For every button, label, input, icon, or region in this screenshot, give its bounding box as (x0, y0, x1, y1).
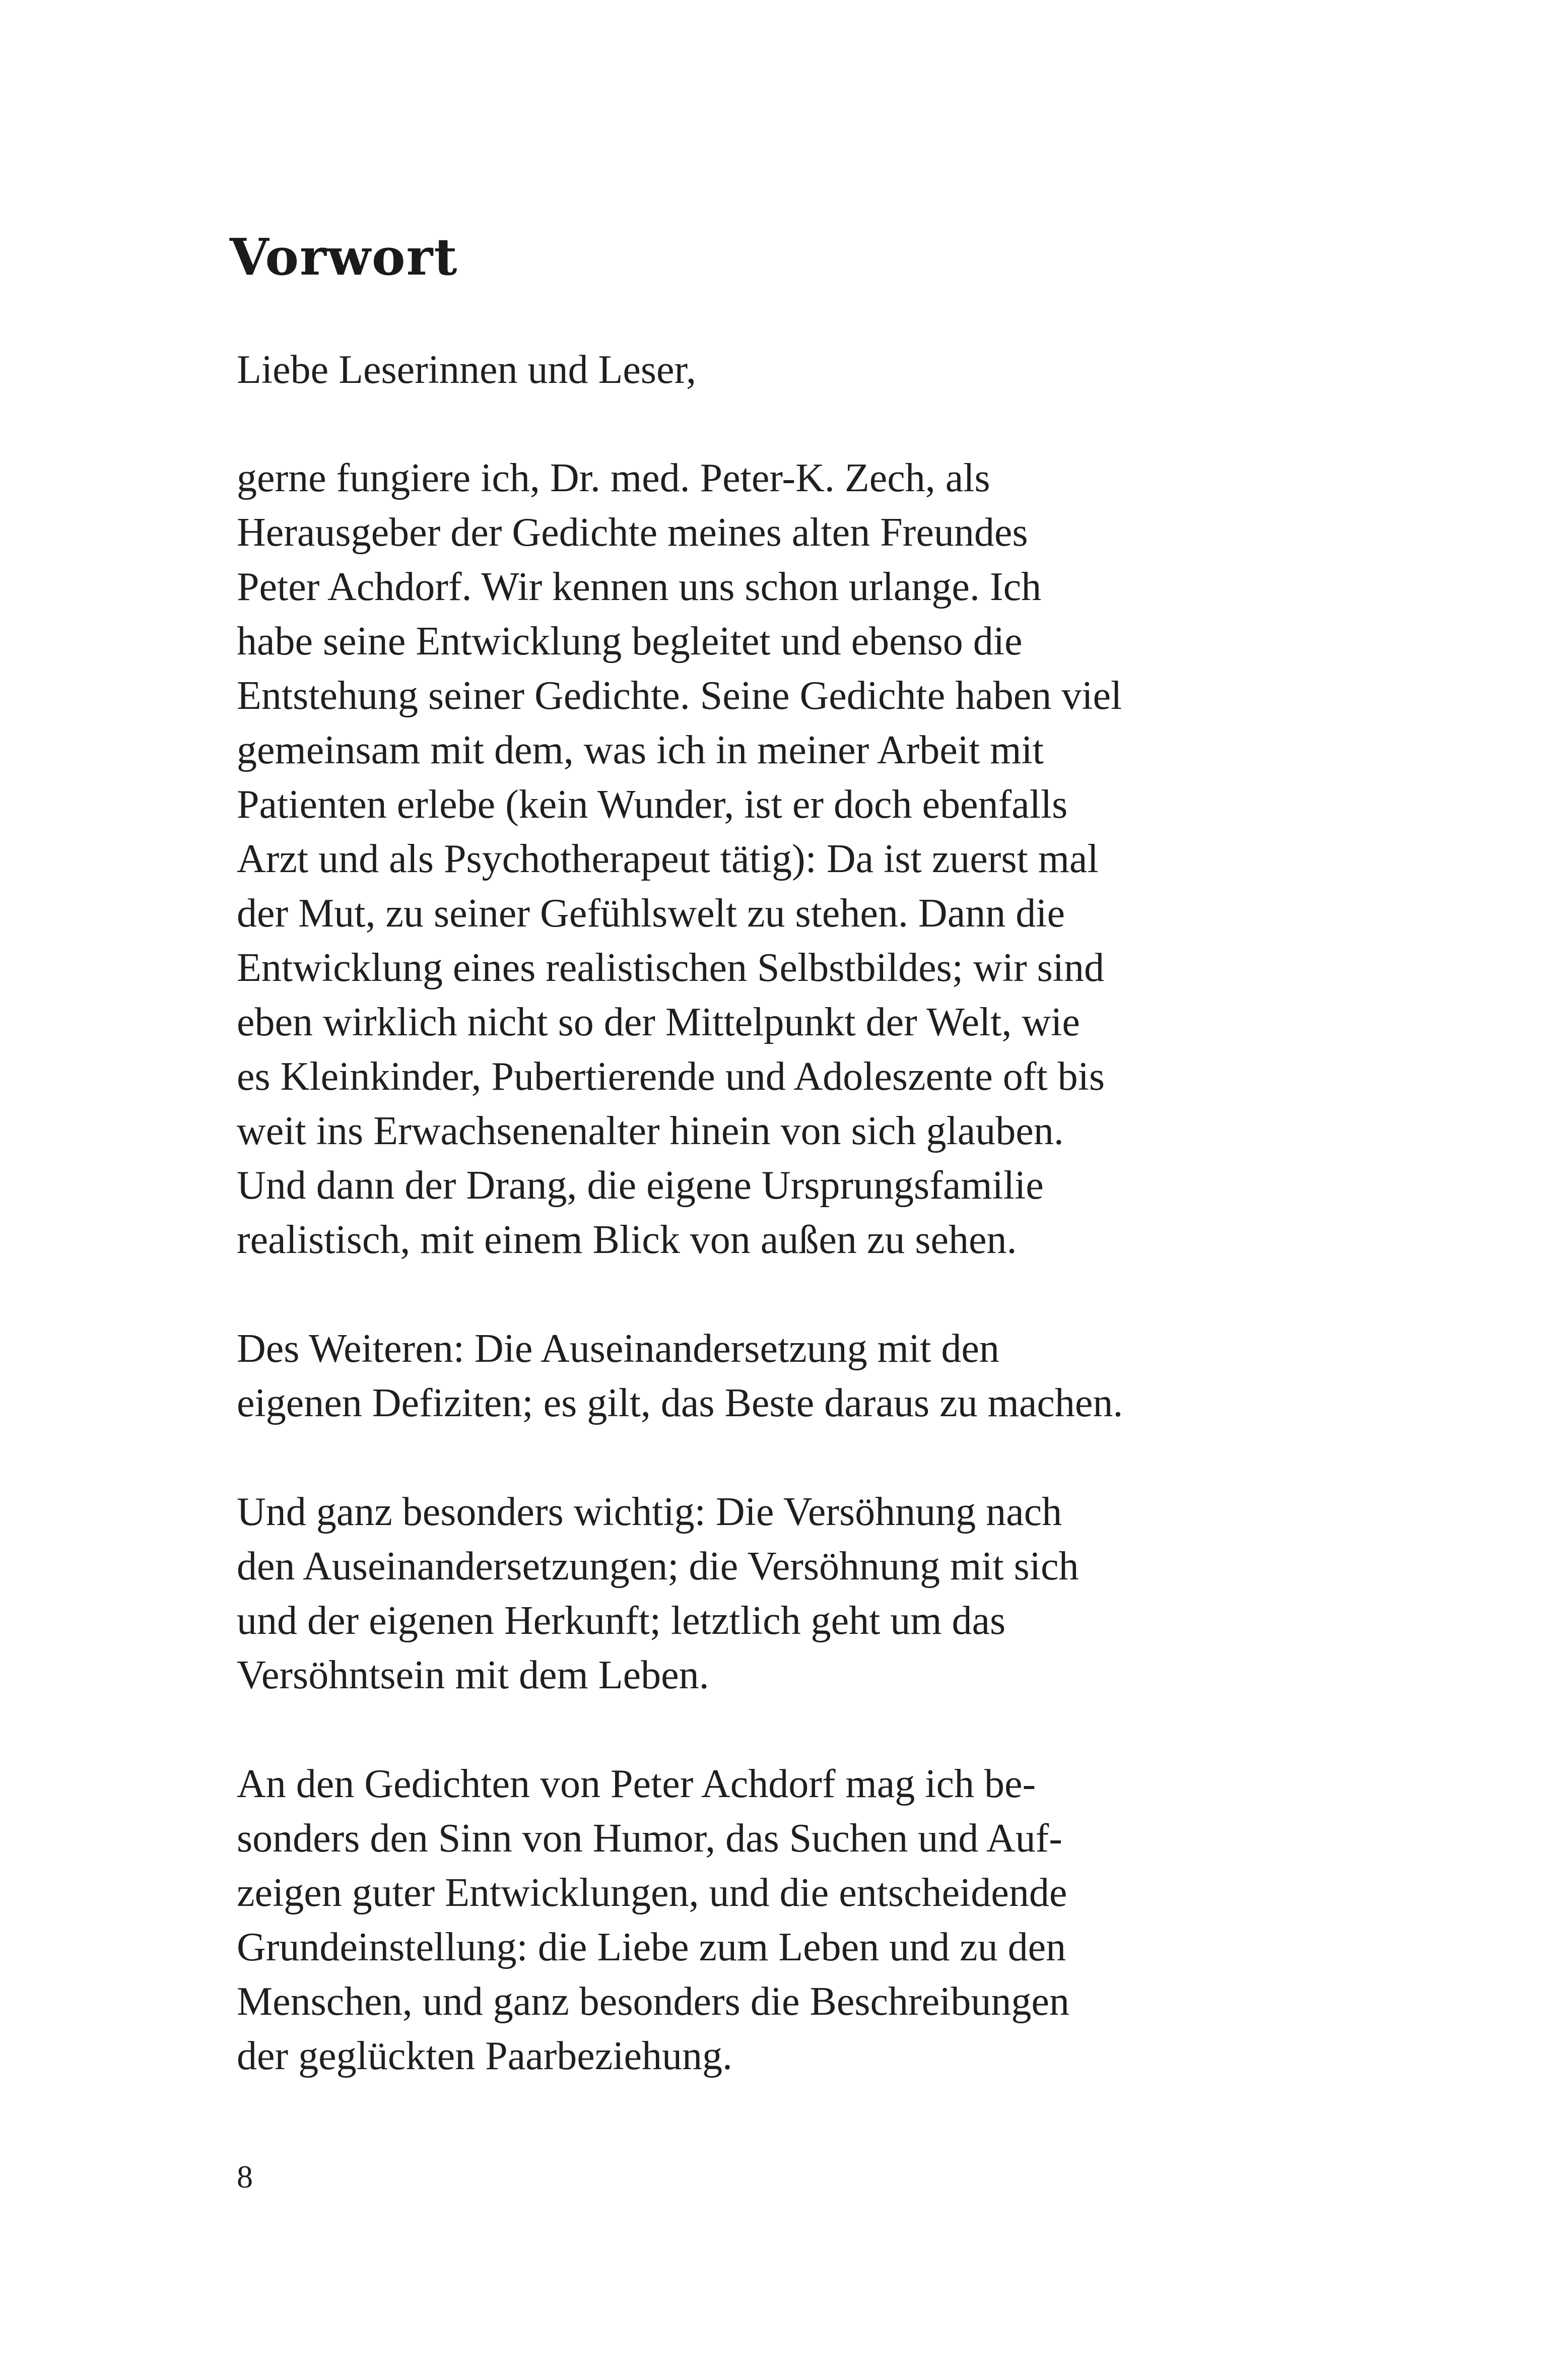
text-line: zeigen guter Entwicklungen, und die entscheidende (237, 1871, 1067, 1915)
text-line: sonders den Sinn von Humor, das Suchen und Auf- (237, 1816, 1062, 1861)
text-line: An den Gedichten von Peter Achdorf mag ich be- (237, 1762, 1036, 1806)
text-line: den Auseinandersetzungen; die Versöhnung mit sich (237, 1544, 1079, 1589)
text-line: Patienten erlebe (kein Wunder, ist er doch ebenfalls (237, 782, 1068, 827)
text-line: Und dann der Drang, die eigene Ursprungsfamilie (237, 1163, 1044, 1208)
text-line: weit ins Erwachsenenalter hinein von sich glauben. (237, 1109, 1064, 1153)
text-line: Grundeinstellung: die Liebe zum Leben und zu den (237, 1925, 1066, 1969)
text-line: Herausgeber der Gedichte meines alten Freundes (237, 510, 1028, 555)
chapter-heading: Vorwort (230, 227, 458, 287)
text-line: es Kleinkinder, Pubertierende und Adoleszente oft bis (237, 1054, 1105, 1099)
text-line: eben wirklich nicht so der Mittelpunkt der Welt, wie (237, 1000, 1080, 1044)
text-line: habe seine Entwicklung begleitet und ebenso die (237, 619, 1023, 664)
text-line: Menschen, und ganz besonders die Beschreibungen (237, 1979, 1069, 2024)
text-line: Des Weiteren: Die Auseinandersetzung mit den (237, 1327, 999, 1371)
text-line: Und ganz besonders wichtig: Die Versöhnung nach (237, 1490, 1062, 1534)
greeting-line: Liebe Leserinnen und Leser, (237, 348, 696, 392)
text-line: eigenen Defiziten; es gilt, das Beste daraus zu machen. (237, 1381, 1123, 1425)
text-line: der Mut, zu seiner Gefühlswelt zu stehen. Dann die (237, 891, 1065, 936)
text-line: Peter Achdorf. Wir kennen uns schon urlange. Ich (237, 565, 1042, 609)
text-line: Entwicklung eines realistischen Selbstbildes; wir sind (237, 946, 1104, 990)
text-line: Arzt und als Psychotherapeut tätig): Da ist zuerst mal (237, 837, 1099, 881)
text-line: und der eigenen Herkunft; letztlich geht um das (237, 1599, 1006, 1643)
text-line: gemeinsam mit dem, was ich in meiner Arbeit mit (237, 728, 1044, 772)
text-line: Entstehung seiner Gedichte. Seine Gedichte haben viel (237, 674, 1122, 718)
text-line: realistisch, mit einem Blick von außen zu sehen. (237, 1218, 1017, 1262)
page-number: 8 (237, 2159, 253, 2195)
text-line: gerne fungiere ich, Dr. med. Peter-K. Zech, als (237, 456, 990, 500)
text-line: Versöhntsein mit dem Leben. (237, 1653, 709, 1697)
text-line: der geglückten Paarbeziehung. (237, 2034, 733, 2078)
